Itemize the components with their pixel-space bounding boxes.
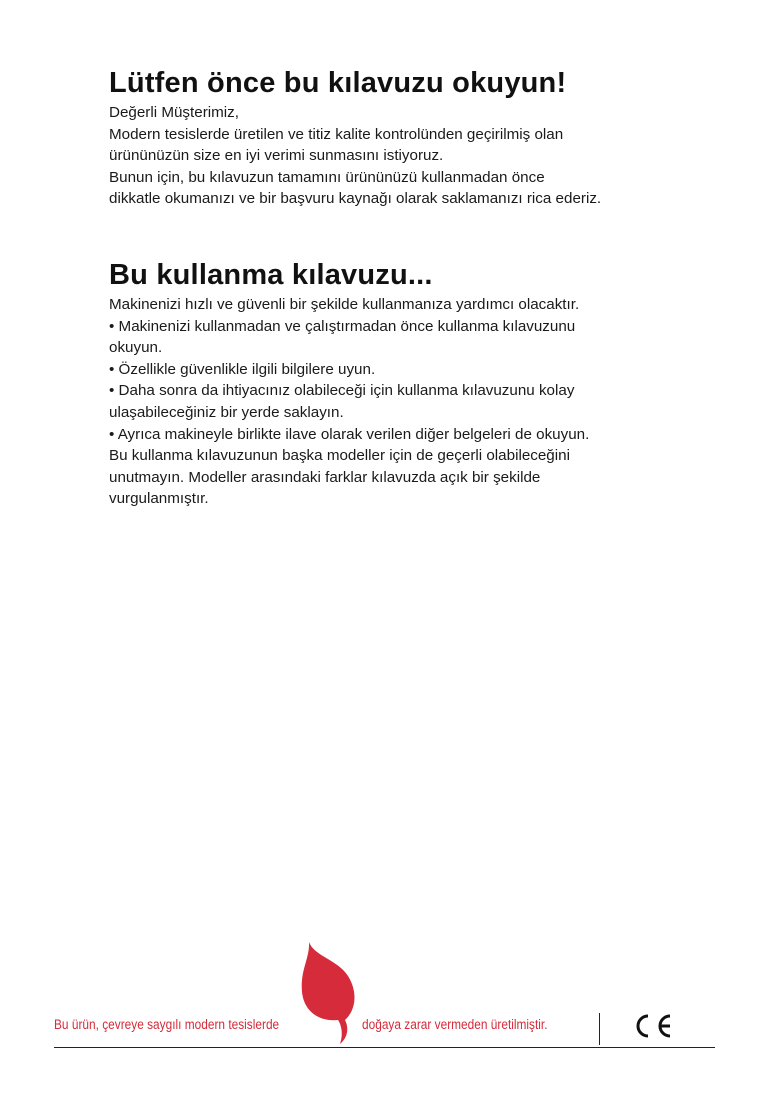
- intro-line: Modern tesislerde üretilen ve titiz kalite kontrolünden geçirilmiş olan: [109, 125, 564, 143]
- manual-info-title: Bu kullanma kılavuzu...: [109, 259, 433, 291]
- manual-info-line: ulaşabileceğiniz bir yerde saklayın.: [109, 403, 344, 421]
- manual-info-line: • Ayrıca makineyle birlikte ilave olarak verilen diğer belgeleri de okuyun.: [109, 425, 590, 443]
- manual-info-line: • Makinenizi kullanmadan ve çalıştırmadan önce kullanma kılavuzunu: [109, 317, 576, 335]
- manual-info-line: Makinenizi hızlı ve güvenli bir şekilde kullanmanıza yardımcı olacaktır.: [109, 296, 580, 313]
- manual-info-line: Bu kullanma kılavuzunun başka modeller için de geçerli olabileceğini: [109, 447, 570, 465]
- manual-info-line: • Daha sonra da ihtiyacınız olabileceği için kullanma kılavuzunu kolay: [109, 382, 575, 400]
- manual-info-line: • Özellikle güvenlikle ilgili bilgilere uyun.: [109, 360, 376, 378]
- footer-rule: [54, 1047, 715, 1048]
- intro-line: ürününüzün size en iyi verimi sunmasını istiyoruz.: [109, 147, 444, 165]
- intro-section: [109, 66, 729, 210]
- footer-divider: [599, 1013, 600, 1045]
- ce-mark-icon: [632, 1013, 676, 1039]
- eco-text-left: Bu ürün, çevreye saygılı modern tesislerde: [54, 1017, 280, 1032]
- eco-text-right: doğaya zarar vermeden üretilmiştir.: [362, 1017, 548, 1032]
- intro-line: Bunun için, bu kılavuzun tamamını ürününüzü kullanmadan önce: [109, 168, 545, 186]
- leaf-icon: [298, 940, 358, 1045]
- manual-info-line: vurgulanmıştır.: [109, 490, 209, 508]
- manual-info-section: [109, 258, 729, 510]
- intro-line: dikkatle okumanızı ve bir başvuru kaynağı olarak saklamanızı rica ederiz.: [109, 190, 602, 208]
- intro-title: Lütfen önce bu kılavuzu okuyun!: [109, 67, 567, 99]
- intro-line: Değerli Müşterimiz,: [109, 104, 239, 121]
- manual-info-line: okuyun.: [109, 339, 163, 357]
- manual-info-line: unutmayın. Modeller arasındaki farklar kılavuzda açık bir şekilde: [109, 468, 541, 486]
